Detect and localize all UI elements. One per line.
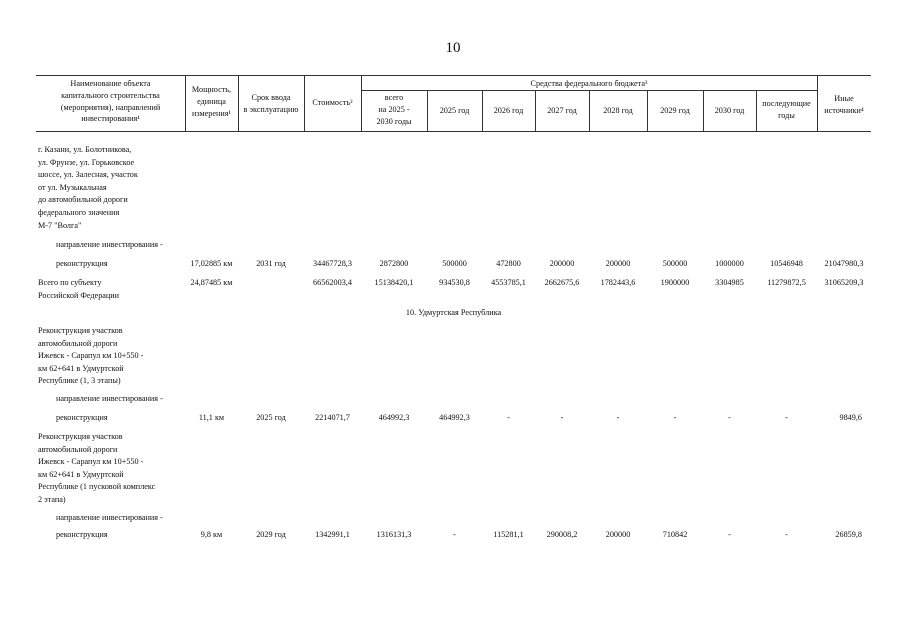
cell-2029: 710842 xyxy=(662,530,688,539)
header-capacity: Мощность, единица измерения¹ xyxy=(191,85,232,118)
row-label: реконструкция xyxy=(56,259,108,268)
cell-2028: 1782443,6 xyxy=(600,278,636,287)
header-bottom-border xyxy=(36,131,871,132)
cell-cost: 1342991,1 xyxy=(315,530,350,539)
cell-total: 2872800 xyxy=(379,259,409,268)
cell-cost: 34467728,3 xyxy=(313,259,352,268)
cell-2025: 464992,3 xyxy=(439,413,470,422)
cell-other: 9849,6 xyxy=(839,413,862,422)
cell-other: 31065209,3 xyxy=(824,278,864,287)
region-title: 10. Удмуртская Республика xyxy=(405,308,502,317)
cell-other: 26859,8 xyxy=(835,530,862,539)
direction-label: направление инвестирования - xyxy=(56,513,163,522)
cell-2026: 472800 xyxy=(496,259,521,268)
cell-2030: 3304985 xyxy=(715,278,744,287)
row-label: реконструкция xyxy=(56,530,108,539)
cell-2030: - xyxy=(728,413,731,422)
cell-cost: 66562003,4 xyxy=(313,278,352,287)
cell-capacity: 24,87485 км xyxy=(190,278,233,287)
direction-label: направление инвестирования - xyxy=(56,394,163,403)
row-label: Всего по субъекту Российской Федерации xyxy=(38,278,120,300)
cell-subsequent: 11279872,5 xyxy=(767,278,806,287)
direction-label: направление инвестирования - xyxy=(56,240,163,249)
cell-2025: 934530,8 xyxy=(439,278,470,287)
cell-2025: 500000 xyxy=(442,259,467,268)
header-subsequent: последующие годы xyxy=(762,99,811,120)
cell-capacity: 9,8 км xyxy=(200,530,223,539)
header-commissioning: Срок ввода в эксплуатацию xyxy=(243,93,299,114)
cell-2030: - xyxy=(728,530,731,539)
cell-2026: - xyxy=(507,413,510,422)
header-other: Иные источники⁴ xyxy=(824,94,864,115)
cell-total: 15138420,1 xyxy=(374,278,414,287)
cell-term: 2025 год xyxy=(256,413,286,422)
page-number: 10 xyxy=(445,40,461,56)
row-label: реконструкция xyxy=(56,413,108,422)
object-name: Реконструкция участков автомобильной дороги Ижевск - Сарапул км 10+550 - км 62+641 в Удмуртской Республике (1, 3 этапы) xyxy=(38,326,144,386)
cell-subsequent: 10546948 xyxy=(770,259,803,268)
cell-subsequent: - xyxy=(785,530,788,539)
cell-2029: 500000 xyxy=(662,259,688,268)
cell-2028: 200000 xyxy=(605,530,631,539)
cell-total: 464992,3 xyxy=(378,413,410,422)
cell-2027: 2662675,6 xyxy=(544,278,580,287)
cell-2027: - xyxy=(560,413,564,422)
header-top-border xyxy=(36,75,871,76)
cell-cost: 2214071,7 xyxy=(315,413,350,422)
cell-2028: 200000 xyxy=(605,259,631,268)
object-name: Реконструкция участков автомобильной дороги Ижевск - Сарапул км 10+550 - км 62+641 в Удмуртской Республике (1 пусковой комплекс 2 этапа) xyxy=(38,432,156,504)
header-year: 2028 год xyxy=(603,106,633,115)
cell-2029: - xyxy=(673,413,677,422)
cell-2029: 1900000 xyxy=(660,278,690,287)
cell-term: 2029 год xyxy=(256,530,286,539)
header-year: 2030 год xyxy=(714,106,745,115)
header-cost: Стоимость² xyxy=(312,98,353,107)
header-federal-budget: Средства федерального бюджета³ xyxy=(530,79,648,88)
cell-2030: 1000000 xyxy=(715,259,744,268)
cell-capacity: 17,02885 км xyxy=(190,259,233,268)
cell-2027: 200000 xyxy=(549,259,575,268)
cell-2026: 4553785,1 xyxy=(491,278,526,287)
header-year: 2026 год xyxy=(493,106,524,115)
header-year: 2027 год xyxy=(547,106,577,115)
object-name: г. Казани, ул. Болотникова, ул. Фрунзе, ул. Горьковское шоссе, ул. Залесная, участок от ул. Музыкальная до автомобильной дороги федерального значения М-7 "Волга" xyxy=(38,145,138,230)
cell-other: 21047980,3 xyxy=(824,259,864,268)
header-year: 2029 год xyxy=(660,106,690,115)
cell-total: 1316131,3 xyxy=(376,530,412,539)
cell-subsequent: - xyxy=(785,413,788,422)
cell-2025: - xyxy=(453,530,456,539)
cell-2028: - xyxy=(616,413,620,422)
header-year: 2025 год xyxy=(439,106,470,115)
header-total: всего на 2025 - 2030 годы xyxy=(376,93,412,127)
cell-term: 2031 год xyxy=(256,259,286,268)
cell-capacity: 11,1 км xyxy=(198,413,225,422)
cell-2027: 290008,2 xyxy=(546,530,578,539)
header-name: Наименование объекта капитального строительства (мероприятия), направлений инвестирования¹ xyxy=(60,79,161,124)
cell-2026: 115281,1 xyxy=(493,530,524,539)
